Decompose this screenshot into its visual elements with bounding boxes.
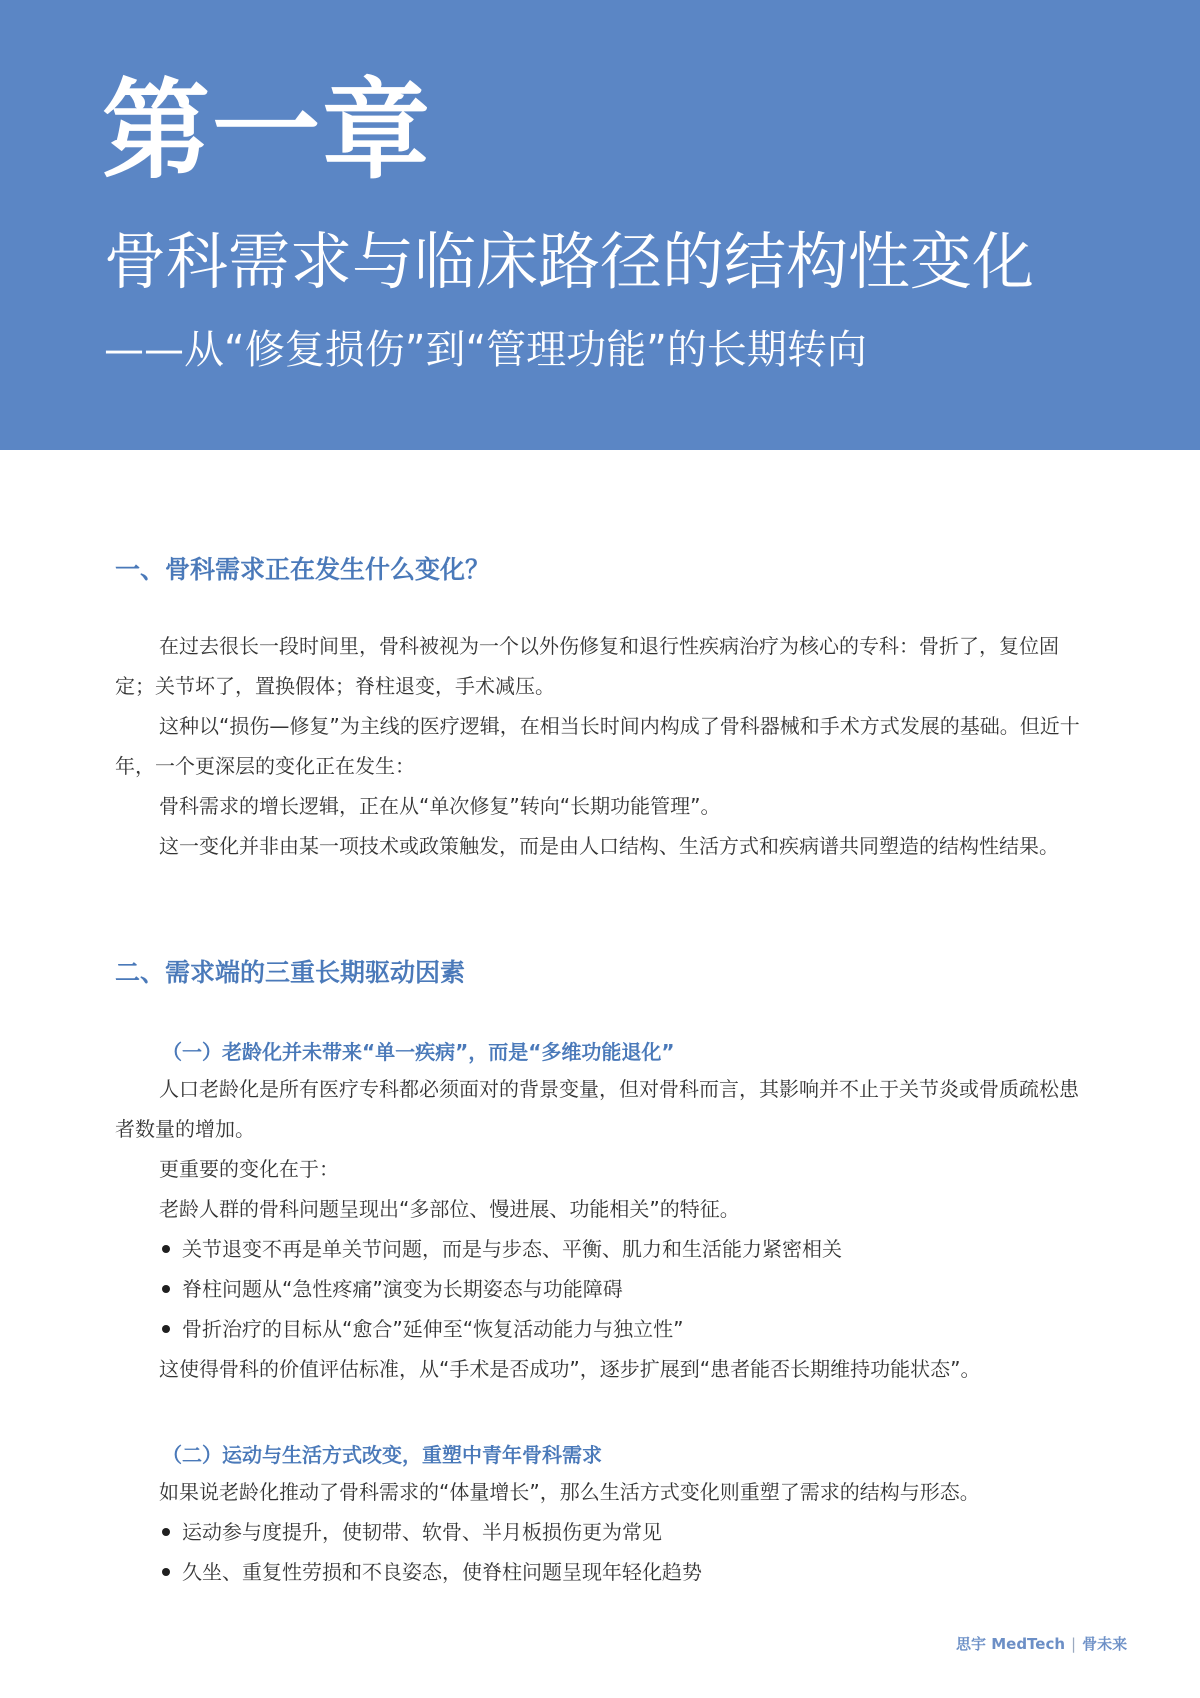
chapter-label: 第一章 <box>102 69 433 194</box>
bullet-item <box>162 1552 702 1592</box>
bullet-dot-icon <box>162 1325 170 1333</box>
bullet-item <box>162 1512 662 1552</box>
section1-paragraph: 这种以“损伤—修复”为主线的医疗逻辑，在相当长时间内构成了骨科器械和手术方式发展的基础。但近十年，一个更深层的变化正在发生： <box>115 714 1080 778</box>
footer-tagline: 骨未来 <box>1082 1635 1128 1653</box>
sub1-paragraph-block <box>115 1069 1090 1149</box>
sub1-paragraph: 人口老龄化是所有医疗专科都必须面对的背景变量，但对骨科而言，其影响并不止于关节炎或骨质疏松患者数量的增加。 <box>115 1077 1079 1141</box>
sub1-line-2: 老龄人群的骨科问题呈现出“多部位、慢进展、功能相关”的特征。 <box>159 1197 740 1221</box>
sub1-line-1: 更重要的变化在于： <box>159 1157 339 1181</box>
bullet-text: 骨折治疗的目标从“愈合”延伸至“恢复活动能力与独立性” <box>182 1317 684 1341</box>
chapter-title: 骨科需求与临床路径的结构性变化 <box>104 225 1035 298</box>
bullet-dot-icon <box>162 1285 170 1293</box>
bullet-text: 运动参与度提升，使韧带、软骨、半月板损伤更为常见 <box>182 1520 662 1544</box>
bullet-dot-icon <box>162 1245 170 1253</box>
sub1-conclusion: 这使得骨科的价值评估标准，从“手术是否成功”，逐步扩展到“患者能否长期维持功能状态”。 <box>159 1357 981 1381</box>
footer-brand: 思宇 MedTech <box>956 1635 1066 1653</box>
bullet-item <box>162 1229 842 1269</box>
section1-paragraph: 这一变化并非由某一项技术或政策触发，而是由人口结构、生活方式和疾病谱共同塑造的结构性结果。 <box>159 834 1059 858</box>
chapter-header-banner <box>0 0 1200 450</box>
bullet-text: 关节退变不再是单关节问题，而是与步态、平衡、肌力和生活能力紧密相关 <box>182 1237 842 1261</box>
sub-heading-1: （一）老龄化并未带来“单一疾病”，而是“多维功能退化” <box>162 1040 675 1064</box>
section1-body <box>115 626 1090 866</box>
sub2-line-1: 如果说老龄化推动了骨科需求的“体量增长”，那么生活方式变化则重塑了需求的结构与形态。 <box>159 1480 980 1504</box>
sub-heading-2: （二）运动与生活方式改变，重塑中青年骨科需求 <box>162 1443 602 1467</box>
page-footer <box>956 1633 1127 1654</box>
section-heading-1: 一、骨科需求正在发生什么变化？ <box>115 555 491 584</box>
chapter-subtitle: ——从“修复损伤”到“管理功能”的长期转向 <box>104 327 867 373</box>
bullet-text: 脊柱问题从“急性疼痛”演变为长期姿态与功能障碍 <box>182 1277 623 1301</box>
bullet-text: 久坐、重复性劳损和不良姿态，使脊柱问题呈现年轻化趋势 <box>182 1560 702 1584</box>
section-heading-2: 二、需求端的三重长期驱动因素 <box>115 958 466 987</box>
bullet-item <box>162 1309 683 1349</box>
section1-paragraph: 在过去很长一段时间里，骨科被视为一个以外伤修复和退行性疾病治疗为核心的专科：骨折了，复位固定；关节坏了，置换假体；脊柱退变，手术减压。 <box>115 634 1059 698</box>
section1-paragraph: 骨科需求的增长逻辑，正在从“单次修复”转向“长期功能管理”。 <box>159 794 721 818</box>
bullet-item <box>162 1269 623 1309</box>
footer-separator: | <box>1071 1635 1077 1653</box>
bullet-dot-icon <box>162 1528 170 1536</box>
bullet-dot-icon <box>162 1568 170 1576</box>
